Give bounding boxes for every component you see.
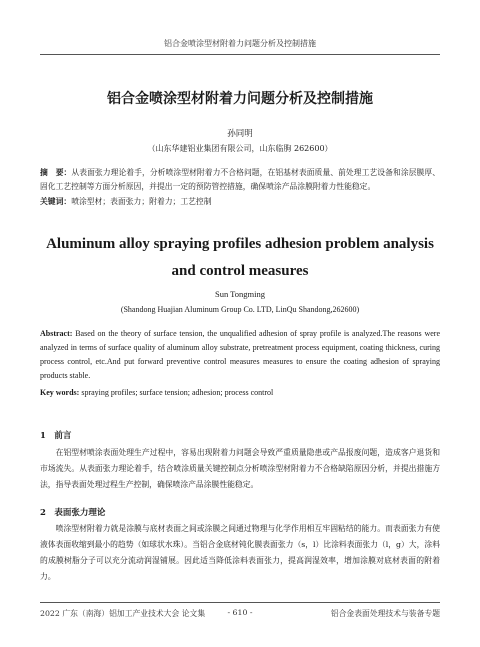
english-title: Aluminum alloy spraying profiles adhesion problem analysis and control measures <box>46 236 434 279</box>
page-number: - 610 - <box>227 608 253 617</box>
chinese-keywords-label: 关键词： <box>40 197 72 206</box>
english-keywords-text: spraying profiles; surface tension; adhesion; process control <box>79 388 274 397</box>
section-heading-surface-tension: 2 表面张力理论 <box>40 508 106 518</box>
section-body-introduction: 在铝型材喷涂表面处理生产过程中，容易出现附着力问题会导致严重质量隐患或产品报废问题，造成客户退货和市场流失。从表面张力理论着手，结合喷涂质量关键控制点分析喷涂型材附着力不合格缺陷原因分析，并提出措施方法，指导表面处理过程生产控制，确保喷涂产品涂膜性能稳定。 <box>40 448 440 489</box>
chinese-title: 铝合金喷涂型材附着力问题分析及控制措施 <box>107 91 373 107</box>
english-affiliation: (Shandong Huajian Aluminum Group Co. LTD, LinQu Shandong,262600) <box>120 305 360 314</box>
chinese-keywords <box>40 196 440 208</box>
footer-proceedings: 2022 广东（南海）铝加工产业技术大会 论文集 <box>40 609 206 618</box>
english-abstract <box>40 327 440 383</box>
footer-topic: 铝合金表面处理技术与装备专题 <box>330 609 440 618</box>
english-abstract-label: Abstract: <box>40 329 73 338</box>
section-heading-introduction: 1 前言 <box>40 431 72 441</box>
section-body-surface-tension: 喷涂型材附着力就是涂膜与底材表面之间或涂膜之间通过物理与化学作用相互牢固粘结的能力。而表面张力有使液体表面收缩到最小的趋势（如球状水珠）。当铝合金底材钝化膜表面张力（s，l）比涂料表面张力（l，g）大，涂料的成膜树脂分子可以充分流动润湿铺展。因此适当降低涂料表面张力，提高润湿效率，增加涂膜对底材表面的附着力。 <box>40 524 440 581</box>
chinese-abstract-label: 摘 要： <box>40 168 72 177</box>
chinese-abstract <box>40 166 440 194</box>
running-header: 铝合金喷涂型材附着力问题分析及控制措施 <box>40 38 440 55</box>
chinese-abstract-text: 从表面张力理论着手，分析喷涂型材附着力不合格问题，在铝基材表面质量、前处理工艺设备和涂层膜厚、固化工艺控制等方面分析原因，并提出一定的预防管控措施，确保喷涂产品涂膜附着力性能稳定。 <box>40 168 441 191</box>
english-keywords-label: Key words: <box>40 388 80 397</box>
english-keywords <box>40 387 440 399</box>
running-footer <box>40 602 440 620</box>
chinese-author: 孙同明 <box>227 129 253 139</box>
english-author: Sun Tongming <box>214 289 266 299</box>
chinese-affiliation: （山东华建铝业集团有限公司，山东临朐 262600） <box>147 144 333 153</box>
english-abstract-text: Based on the theory of surface tension, the unqualified adhesion of spray profile is analyzed.The reasons were analyzed in terms of surface quality of aluminum alloy substrate, pretreatment process equipment, coating thickness, curing process control, etc.And put forward preventive control measures measures to ensure the coating adhesion of spraying products stable. <box>40 329 440 380</box>
chinese-keywords-text: 喷涂型材；表面张力；附着力；工艺控制 <box>71 197 212 206</box>
